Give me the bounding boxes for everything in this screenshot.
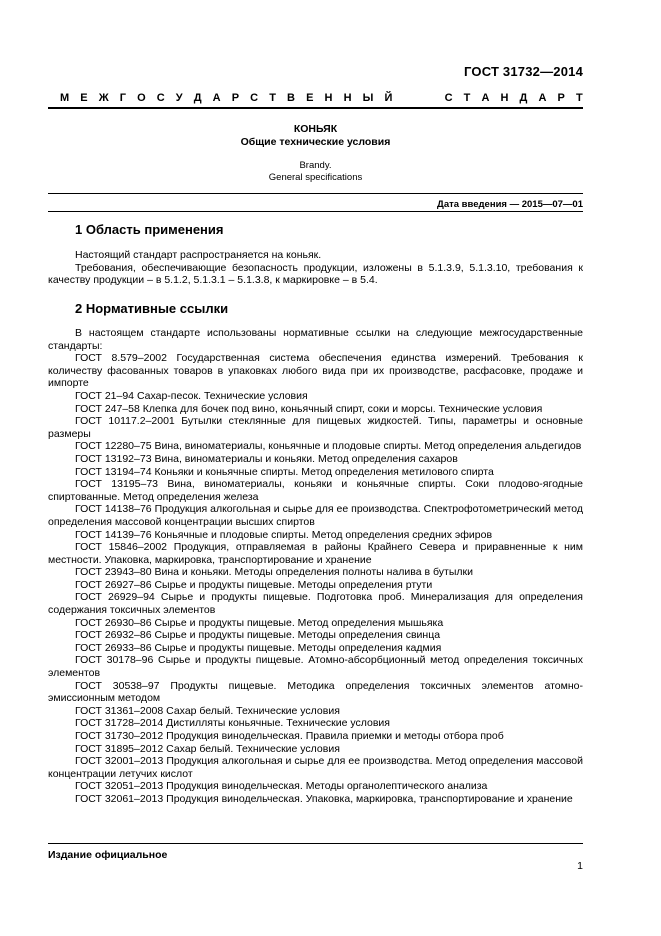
paragraph: ГОСТ 23943–80 Вина и коньяки. Методы определения полноты налива в бутылки	[75, 566, 473, 579]
banner-letter: С	[156, 92, 165, 104]
banner-letter: С	[250, 92, 259, 104]
paragraph: ГОСТ 14139–76 Коньячные и плодовые спирты. Метод определения средних эфиров	[75, 528, 493, 541]
section-heading-references: 2 Нормативные ссылки	[75, 301, 229, 316]
paragraph: ГОСТ 26929–94 Сырье и продукты пищевые. Подготовка проб. Минерализация для определения содержания токсичных элементов	[48, 591, 583, 617]
paragraph: Настоящий стандарт распространяется на коньяк.	[75, 249, 322, 261]
banner-letter: Н	[500, 92, 509, 104]
paragraph: ГОСТ 32051–2013 Продукция винодельческая. Методы органолептического анализа	[75, 780, 488, 793]
header-rule	[48, 107, 583, 109]
paragraph: ГОСТ 247–58 Клепка для бочек под вино, коньячный спирт, соки и морсы. Технические условия	[75, 402, 543, 415]
official-edition-label: Издание официальное	[48, 849, 168, 861]
banner-gap	[403, 92, 433, 104]
title-rule	[48, 193, 583, 194]
paragraph: ГОСТ 30178–96 Сырье и продукты пищевые. Атомно-абсорбционный метод определения токсичных элементов	[48, 654, 583, 680]
banner-letter: Р	[557, 92, 565, 104]
banner-letter: Д	[519, 92, 528, 104]
paragraph: ГОСТ 26927–86 Сырье и продукты пищевые. Методы определения ртути	[75, 578, 433, 591]
standard-banner	[60, 92, 583, 104]
banner-letter: А	[481, 92, 490, 104]
banner-letter: У	[175, 92, 183, 104]
banner-letter: А	[212, 92, 221, 104]
paragraph: Требования, обеспечивающие безопасность продукции, изложены в 5.1.3.9, 5.1.3.10, требования к качеству продукции – в 5.1.2, 5.1.3.1 – 5.1.3.8, к маркировке – в 5.4.	[48, 261, 583, 287]
paragraph: ГОСТ 13192–73 Вина, виноматериалы и коньяки. Метод определения сахаров	[75, 452, 458, 465]
english-subtitle: General specifications	[268, 172, 363, 183]
paragraph: ГОСТ 21–94 Сахар-песок. Технические условия	[75, 389, 308, 402]
paragraph: ГОСТ 14138–76 Продукция алкогольная и сырье для ее производства. Спектрофотометрический метод определения массовой концентрации высших спиртов	[48, 503, 583, 528]
document-subtitle: Общие технические условия	[240, 136, 391, 148]
banner-letter: Т	[463, 92, 471, 104]
banner-letter: Ы	[362, 92, 374, 104]
banner-letter: Ж	[98, 92, 109, 104]
banner-letter: Д	[193, 92, 202, 104]
paragraph: ГОСТ 15846–2002 Продукция, отправляемая в районы Крайнего Севера и приравненные к ним местности. Упаковка, маркировка, транспортирование и хранение	[48, 541, 583, 566]
paragraph: ГОСТ 31730–2012 Продукция винодельческая. Правила приемки и методы отбора проб	[75, 730, 504, 742]
banner-letter: В	[287, 92, 295, 104]
banner-letter: Е	[80, 92, 88, 104]
banner-letter: Т	[575, 92, 583, 104]
paragraph: ГОСТ 10117.2–2001 Бутылки стеклянные для пищевых жидкостей. Типы, параметры и основные размеры	[48, 415, 583, 440]
paragraph: ГОСТ 8.579–2002 Государственная система обеспечения единства измерений. Требования к количеству фасованных товаров в упаковках любого вида при их производстве, расфасовке, продаже и импорте	[48, 352, 583, 390]
banner-letter: Р	[231, 92, 240, 104]
paragraph: ГОСТ 13194–74 Коньяки и коньячные спирты. Метод определения метилового спирта	[75, 465, 494, 478]
banner-letter: Т	[269, 92, 276, 104]
banner-letter: А	[538, 92, 547, 104]
paragraph: ГОСТ 31895–2012 Сахар белый. Технические условия	[75, 742, 340, 755]
paragraph: ГОСТ 12280–75 Вина, виноматериалы, коньячные и плодовые спирты. Метод определения альдегидов	[75, 440, 582, 453]
banner-letter: Г	[119, 92, 126, 104]
paragraph: ГОСТ 26930–86 Сырье и продукты пищевые. Метод определения мышьяка	[75, 616, 444, 629]
page-number: 1	[577, 860, 583, 872]
paragraph: ГОСТ 26932–86 Сырье и продукты пищевые. Методы определения свинца	[75, 629, 441, 642]
section-scope-body	[48, 249, 583, 287]
introduction-date: Дата введения — 2015—07—01	[437, 199, 583, 210]
banner-letter: О	[137, 92, 146, 104]
paragraph: ГОСТ 32061–2013 Продукция винодельческая. Упаковка, маркировка, транспортирование и хранение	[75, 792, 573, 805]
document-title: КОНЬЯК	[293, 123, 338, 135]
section-references-body	[48, 327, 583, 806]
banner-letter: С	[444, 92, 453, 104]
paragraph: ГОСТ 26933–86 Сырье и продукты пищевые. Методы определения кадмия	[75, 641, 442, 654]
footer-rule	[48, 843, 583, 844]
paragraph: ГОСТ 31361–2008 Сахар белый. Технические условия	[75, 704, 340, 717]
banner-letter: Й	[384, 92, 393, 104]
banner-letter: М	[60, 92, 70, 104]
date-rule	[48, 211, 583, 212]
english-title: Brandy.	[299, 160, 332, 171]
banner-letter: Н	[343, 92, 352, 104]
paragraph: ГОСТ 13195–73 Вина, виноматериалы, коньяки и коньячные спирты. Соки плодово-ягодные спиртованные. Метод определения железа	[48, 478, 583, 503]
paragraph: В настоящем стандарте использованы нормативные ссылки на следующие межгосударственные стандарты:	[48, 327, 583, 352]
section-heading-scope: 1 Область применения	[75, 222, 224, 237]
banner-letter: Е	[306, 92, 314, 104]
document-code: ГОСТ 31732—2014	[464, 64, 583, 79]
paragraph: ГОСТ 30538–97 Продукты пищевые. Методика определения токсичных элементов атомно-эмиссионным методом	[48, 679, 583, 705]
paragraph: ГОСТ 32001–2013 Продукция алкогольная и сырье для ее производства. Метод определения массовой концентрации летучих кислот	[48, 755, 583, 780]
banner-letter: Н	[324, 92, 333, 104]
paragraph: ГОСТ 31728–2014 Дистилляты коньячные. Технические условия	[75, 717, 390, 730]
